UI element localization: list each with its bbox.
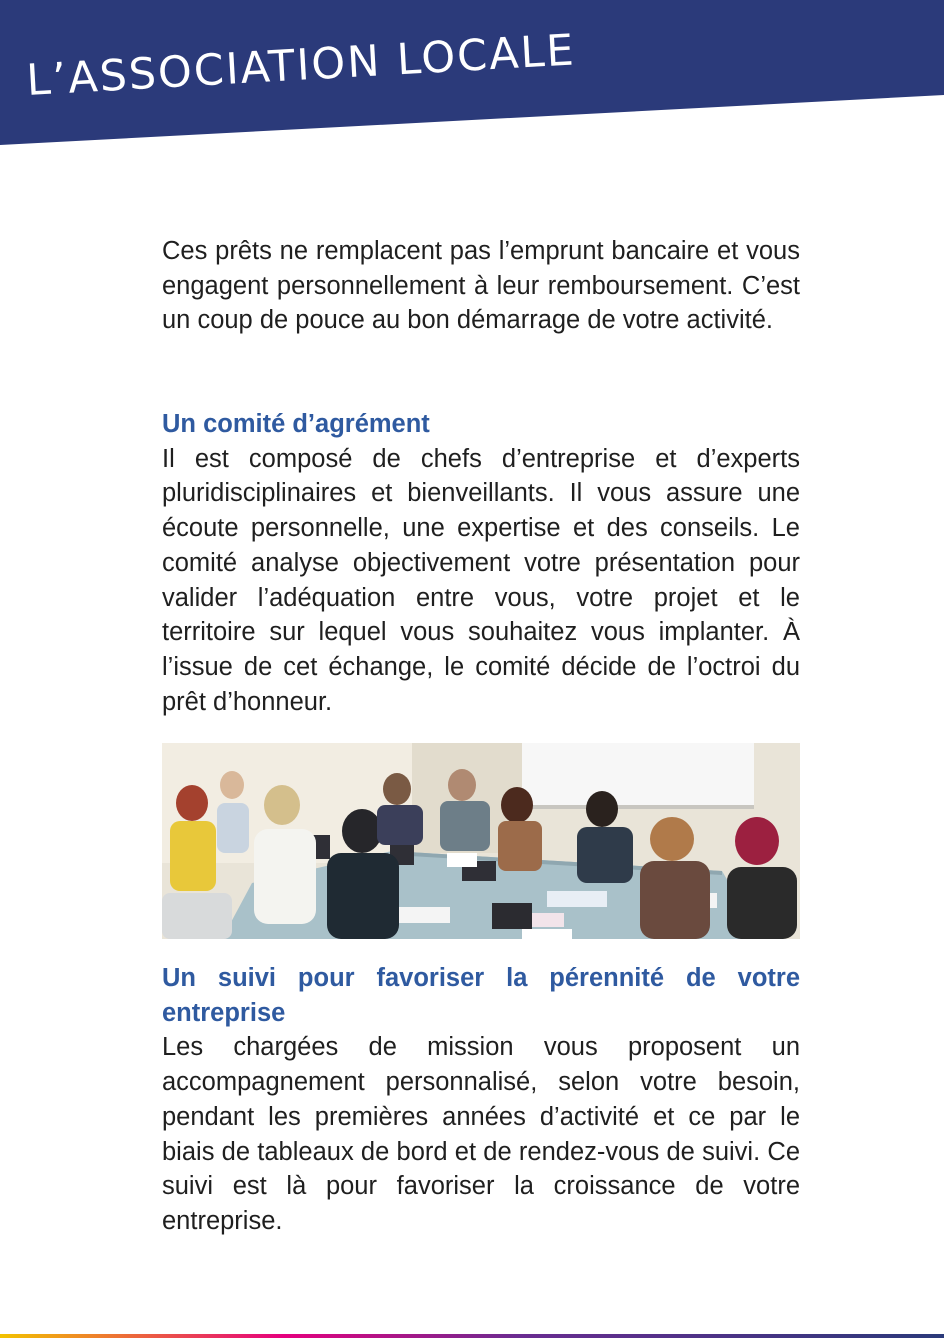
page-title: L’ASSOCIATION LOCALE bbox=[25, 25, 577, 106]
committee-heading: Un comité d’agrément bbox=[162, 410, 430, 438]
bottom-color-strip bbox=[0, 1334, 944, 1338]
intro-section bbox=[162, 234, 800, 338]
followup-paragraph: Les chargées de mission vous proposent un accompagnement personnalisé, selon votre besoin, pendant les premières années d’activité et ce par le biais de tableaux de bord et de rendez-vous de suivi. Ce suivi est là pour favoriser la croissance de votre entreprise. bbox=[162, 1033, 800, 1235]
committee-section bbox=[162, 407, 800, 719]
meeting-photo bbox=[162, 743, 800, 939]
followup-heading: Un suivi pour favoriser la pérennité de votre entreprise bbox=[162, 964, 800, 1027]
intro-paragraph: Ces prêts ne remplacent pas l’emprunt bancaire et vous engagent personnellement à leur remboursement. C’est un coup de pouce au bon démarrage de votre activité. bbox=[162, 237, 800, 335]
committee-paragraph: Il est composé de chefs d’entreprise et d’experts pluridisciplinaires et bienveillants. Il vous assure une écoute personnelle, une expertise et des conseils. Le comité analyse objectivement votre présentation pour valider l’adéquation entre vous, votre projet et le territoire sur lequel vous souhaitez vous implanter. À l’issue de cet échange, le comité décide de l’octroi du prêt d’honneur. bbox=[162, 444, 800, 716]
followup-section bbox=[162, 961, 800, 1239]
